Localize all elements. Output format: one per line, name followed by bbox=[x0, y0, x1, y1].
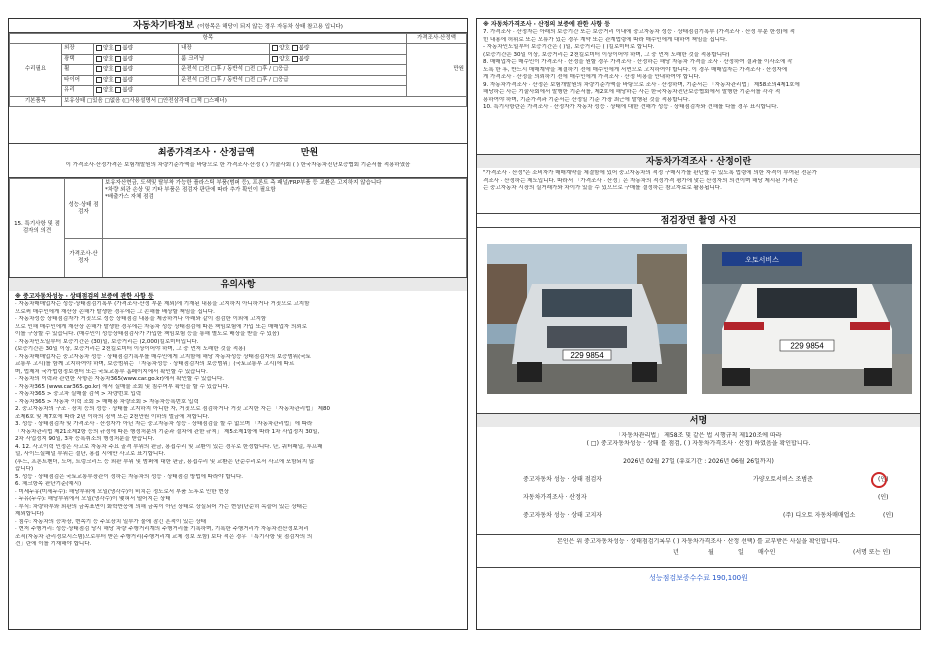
wheel-positions: 운전석 □전 □후 / 동반석 □전 □후 / □응급 bbox=[179, 65, 407, 76]
list-line: 며, 법제처 국가법령정보센터 또는 국토교통부 홈페이지에서 확인할 수 있습니다. bbox=[15, 368, 208, 375]
list-line: 도록 한 후, 반드시 매매계약을 체결하기 전에 매수인에게 서면으로 고지하여야 합니다. 이 경우 매매업자는 가격조사 · 산정자에 bbox=[483, 66, 788, 73]
checkbox[interactable] bbox=[292, 45, 298, 51]
col-item-header: 항목 bbox=[10, 34, 407, 44]
dealer-name: (주) 디오토 자동차매매업소 bbox=[783, 512, 856, 519]
list-line: 게 가격조사 · 산정을 의뢰하기 전에 매수인에게 가격조사 · 산정 비용을 안내하여야 합니다. bbox=[483, 74, 701, 80]
price-guarantee-title: ※ 자동차가격조사 · 산정의 보증에 관한 사항 등 bbox=[483, 21, 611, 28]
row-interior: 내장 bbox=[179, 44, 270, 55]
checkbox[interactable] bbox=[115, 77, 121, 83]
final-price-label: 최종가격조사 · 산정금액 bbox=[157, 148, 255, 158]
row-gloss: 광택 bbox=[62, 54, 94, 65]
list-line: 용하여야 하며, 기준가격과 기준서는 산정일 기준 가장 최근에 발행된 것을 적용합니다. bbox=[483, 96, 690, 103]
notice-body bbox=[9, 291, 467, 629]
list-line: 교통부 고시)를 함께 고지하여야 하며, 보증범위는 「자동차성능 · 상태점검자의 보증범위」(국토교통부 고시)에 따르 bbox=[15, 361, 295, 367]
price-meaning-body bbox=[477, 168, 920, 213]
list-line: 힌 내용에 허위로 또는 오류가 있는 경우 계약 또는 관계법령에 따라 매수인에게 대하여 책임을 집니다. bbox=[483, 36, 728, 43]
list-line: 제외합니다) bbox=[15, 511, 44, 517]
checkbox[interactable] bbox=[96, 45, 102, 51]
inspector-opinion-text3: *배출가스 자체 점검 bbox=[105, 194, 154, 200]
checkbox[interactable] bbox=[115, 66, 121, 72]
list-line: 7. 가격조사 · 산정자는 아래의 보증기간 또는 보증거리 이내에 중고자동차 성능 · 상태점검기록부 (가격조사 · 산정 부분 한정)에 적 bbox=[483, 29, 795, 35]
tire-positions: 운전석 □전 □후 / 동반석 □전 □후 / □응급 bbox=[179, 75, 407, 86]
price-guarantee-section bbox=[477, 19, 920, 154]
price-guarantee-list bbox=[483, 29, 914, 112]
checkbox[interactable] bbox=[96, 77, 102, 83]
price-meaning-line: "가격조사 · 산정"은 소비자가 매매계약을 체결함에 있어 중고자동차의 적정 구매시가를 판단할 수 있도록 법령에 의한 자격이 부여된 전문가 bbox=[483, 170, 818, 176]
list-line: 조제6호 및 제7호에 따라 2년 이하의 징역 또는 2천만원 이하의 벌금에 처합니다. bbox=[15, 413, 210, 420]
notice-header: 유의사항 bbox=[9, 277, 467, 291]
notice-subtitle: ※ 중고자동차성능 · 상태점검의 보증에 관한 사항 등 bbox=[15, 293, 154, 300]
front-vehicle-photo bbox=[487, 244, 687, 394]
list-line: · 자동차매매업자는 성능·상태점검기록부 (가격조사·산정 부분 제외)에 기재된 내용을 고지하지 아니하거나 거짓으로 고지함 bbox=[15, 301, 310, 307]
list-line: · 자동차성능 상태점검자가 거짓으로 성능 상태점검 내용을 제공하거나 아래와 같이 점검한 이외에 고지함 bbox=[15, 316, 267, 322]
rear-vehicle-photo bbox=[702, 244, 912, 394]
list-line: 해당하는 사는 기술사회에서 발행한 기준서를, 제2호에 해당하는 사는 한국자동차진단보증협회에서 발행한 기준서를 각각 적 bbox=[483, 89, 781, 95]
buyer-sign-row: 년 월 일 매수인 (서명 또는 인) bbox=[673, 549, 891, 556]
list-line: 조직(자동차 관리정보시스템)으로부터 받은 주행거리(주행거리계 교체 정보 포함) 보다 적은 경우 「특기사항 및 점검자의 의 bbox=[15, 533, 313, 540]
checkbox[interactable] bbox=[272, 56, 278, 62]
final-price-unit: 만원 bbox=[300, 148, 319, 158]
inspector-opinion-label: 성능·상태 점검자 bbox=[65, 179, 103, 239]
checkbox[interactable] bbox=[96, 56, 102, 62]
list-line: 널, 사이드실패널 부위는 절단, 용접 시에만 사고로 표기합니다. bbox=[15, 451, 166, 457]
list-line: 9. 자동차가격조사 · 산정은 보험개발원의 차량기준가액을 바탕으로 조사 · 산정하며, 기준서는 「자동차관리법」 제58조의4제1호에 bbox=[483, 81, 800, 88]
row-cleaning: 룸 크리닝 bbox=[179, 54, 270, 65]
list-line: (보증기간은 30일 이상, 보증거리는 2천킬로미터 이상이어야 하며, 그 중 먼저 도래한 것을 적용합니다) bbox=[483, 51, 730, 58]
list-line: · 자동차매매업자는 중고자동차 성능 · 상태점검기록부를 매수인에게 고지함에 해당 자동차성능 상태점검자의 보증범위(국토 bbox=[15, 353, 311, 360]
list-line: 이를 구상할 수 있습니다. (매수인이 성능상태점검사가 가입한 책임보험 등을 통해 별도로 배상을 받을 수 있음) bbox=[15, 331, 280, 337]
sign-row-inspector: 중고자동차 성능 · 상태 점검자 가양오토서비스 조범준 (인) bbox=[483, 476, 914, 494]
sign-header: 서명 bbox=[477, 413, 920, 427]
left-column bbox=[8, 18, 468, 630]
list-line: 으로 인해 매수인에게 재산상 손해가 발생한 경우에는 자동차 성능 상태점검에 따른 책임보험에 가입 또는 매매업자 의뢰로 bbox=[15, 323, 307, 330]
row-exterior: 외장 bbox=[62, 44, 94, 55]
price-meaning-line: 격조사 · 산정하는 제도입니다. 따라서 「가격조사 · 산정」은 자동차의 적정가격 평가에 맞는 산정자의 의견이며 해당 제시된 가격은 bbox=[483, 177, 799, 184]
list-line: 10. 특기사항란은 가격조사 · 산정자가 자동차 성능 · 상태에 대한 견해가 성능 · 상태점검자와 견해를 다를 경우 표시합니다. bbox=[483, 104, 779, 110]
list-line: - 자동차365 > 중고차 실매물 검색 > 차량번호 입력 bbox=[15, 391, 142, 397]
list-line: 2. 중고자동차의 구조 · 장치 등의 성능 · 상태를 고지하지 아니한 자, 거짓으로 점검하거나 거짓 고지한 자는 「자동차관리법」 제80 bbox=[15, 406, 330, 412]
buyer-signature: (서명 또는 인) bbox=[853, 549, 891, 556]
notice-list bbox=[15, 301, 461, 549]
basic-items-value: 보유상태 □있음 □없음 (□사용설명서 □안전삼각대 □잭 □스패너) bbox=[62, 96, 467, 106]
list-line: 으로써 매수인에게 재산상 손해가 발생한 경우에는 그 손해를 배상할 책임을 집니다. bbox=[15, 308, 215, 315]
list-line: 3. 성능 · 상태점검자 및 가격조사 · 산정자가 아닌 자는 중고자동차 성능 · 상태점검을 할 수 없으며 「자동차관리법」에 따라 bbox=[15, 421, 313, 427]
checkbox[interactable] bbox=[115, 87, 121, 93]
sign-law-line: 「자동차관리법」 제58조 및 같은 법 시행규칙 제120조에 따라 bbox=[615, 432, 782, 439]
photo-title: 점검장면 촬영 사진 bbox=[477, 214, 920, 228]
final-price-block bbox=[9, 143, 467, 177]
list-line: (보증기간은 30일 이상, 보증거리는 2천킬로미터 이상이어야 하며, 그 중 먼저 도래한 것을 적용) bbox=[15, 346, 246, 352]
row-wheel: 휠 bbox=[62, 65, 94, 76]
other-info-header: 자동차기타정보 (이항목은 해당이 되지 않는 경우 자동차 상태 참고용 입니다) bbox=[9, 19, 467, 33]
receipt-confirm: 본인은 위 중고자동차성능 · 상태점검기록부 ( ) 자동차가격조사 · 산정 선택) 를 교부받은 사실을 확인합니다. bbox=[557, 538, 840, 545]
list-line: 습니다) bbox=[15, 466, 34, 472]
checkbox[interactable] bbox=[292, 56, 298, 62]
inspector-opinion-text1: 보유자산현금, 도색및 탈부착 가능한 플라스틱 부품(범퍼 등), 프론트 측 패널/FRP부품 등 교환은 고지하지 않습니다 bbox=[105, 180, 382, 186]
right-column bbox=[476, 18, 921, 630]
price-assessor-label: 가격조사·산정자 bbox=[65, 239, 103, 278]
row-tire: 타이어 bbox=[62, 75, 94, 86]
section-label: 수리필요 bbox=[10, 44, 62, 97]
price-assessor-opinion bbox=[103, 239, 467, 278]
sign-row-notifier: 중고자동차 성능 · 상태 고지자 (주) 디오토 자동차매매업소 (인) bbox=[523, 512, 894, 519]
checkbox[interactable] bbox=[115, 56, 121, 62]
row-glass: 유리 bbox=[62, 86, 94, 97]
list-line: 6. 체크항목 판단기준(예시) bbox=[15, 481, 82, 487]
list-line: 「자동차관리법 제21조제2항 등의 규정에 따른 행정처분의 기준과 절차에 관한 규칙」 제5조제1항에 따라 1차 사업정지 30일, bbox=[15, 428, 320, 435]
list-line: 견」란에 이를 기재해야 합니다. bbox=[15, 541, 92, 547]
inspector-name: 가양오토서비스 조범준 bbox=[753, 476, 813, 483]
condition-table: 항목 가격조사·산정액 수리필요 외장 양호 불량 내장 양호 불량 만원 광택 양호 불량 룸 크리닝 양호 불량 휠 양호 불량 운전석 □전 □후 / 동반석 □전 □후 / □응급 타이어 양호 불량 운전석 □전 □후 / 동반석 □전 □후 / □응급 유리 양호 불량 기본품목 보유상태 □있음 □없음 (□사용설명서 □안전삼각대 □잭 □스패너) bbox=[9, 33, 467, 143]
list-line: · 침수: 자동차의 승차장, 변속기 등 주요장치 일부가 물에 잠긴 흔적이 있는 상태 bbox=[15, 518, 207, 525]
list-line: · 부식: 차량하부와 외판의 금속표면이 화학반응에 의해 금속이 아닌 상태로 상실되어 가는 현상(단순히 녹슬어 있는 상태는 bbox=[15, 503, 308, 510]
checkbox[interactable] bbox=[272, 45, 278, 51]
list-line: 4. 12. 사고이력 인정은 사고로 자동차 주요 골격 부위의 판금, 용접수리 및 교환이 있는 경우로 한정합니다. 단, 쿼터패널, 루프패 bbox=[15, 443, 323, 450]
price-unit: 만원 bbox=[407, 44, 467, 97]
rear-plate: 229 9854 bbox=[790, 341, 824, 351]
photo-section bbox=[477, 213, 920, 413]
list-line: 2차 사업정지 90일, 3차 등록취소의 행정처분을 받습니다. bbox=[15, 436, 155, 442]
special-notes-label: 15. 특기사항 및 점검자의 의견 bbox=[10, 179, 65, 278]
list-line: - 자동차인도일부터 보증기간은 ( )일, 보증거리는 ( )킬로미터로 합니다. bbox=[483, 44, 655, 50]
sign-body bbox=[477, 427, 920, 629]
price-meaning-header: 자동차가격조사 · 산정이란 bbox=[477, 154, 920, 168]
sign-row-assessor: 자동차가격조사 · 산정자 (인) bbox=[523, 494, 889, 501]
list-line: · 누유(누수): 해당부위에서 오일(냉각수)이 맺혀서 떨어지는 상태 bbox=[15, 496, 171, 502]
list-line: 8. 매매업자는 매수인이 가격조사 · 산정을 원할 경우 가격조사 · 산정하는 해당 자동차 가격을 조사 · 산정하여 결과를 이사소에 작 bbox=[483, 59, 793, 65]
inspector-opinion-text2: *차량 외관 손상 및 기타 부품은 점검자 판단에 따라 추가 확인이 필요함 bbox=[105, 187, 276, 193]
checkbox[interactable] bbox=[96, 87, 102, 93]
sign-confirm-line: ( □) 중고자동차성능 · 상태 를 점검, ( ) 자동차가격조사 · 산정) 하였음을 확인합니다. bbox=[586, 440, 811, 447]
red-seal-stamp bbox=[871, 472, 887, 488]
list-line: - 자동차365 > 자동차 이력 조회 > 매매용 차량조회 > 자동차등록번호 입력 bbox=[15, 398, 199, 405]
checkbox[interactable] bbox=[96, 66, 102, 72]
sign-date: 2026년 02월 27일 (유효기간 : 2026년 06월 26일까지) bbox=[623, 458, 774, 465]
list-line: · 현저 주행거리: 성능·상태점검 당시 해당 차량 주행거리계의 주행거리를 기록하며, 기록한 주행거리가 자동차전산정보처리 bbox=[15, 526, 309, 532]
front-plate: 229 9854 bbox=[570, 351, 604, 360]
list-line: · 자동차인도일부터 보증기간은 (30)일, 보증거리는 (2,000)킬로미터입니다. bbox=[15, 338, 199, 345]
shop-sign: 오토서비스 bbox=[745, 257, 779, 264]
special-notes-table bbox=[9, 177, 467, 277]
guarantee-fee: 성능점검보증수수료 190,100원 bbox=[649, 574, 748, 582]
price-meaning-line: 는 중고자동차 시장의 실거래가와 차이가 있을 수 있으므로 구매를 결정하는 참고자료로 활용됩니다. bbox=[483, 185, 722, 191]
list-line: (후드, 프론트펜더, 도어, 트렁크리드 등 외판 부위 및 범퍼에 대한 판금, 용접수리 및 교환은 단순수리로서 사고에 포함되지 않 bbox=[15, 458, 315, 465]
basic-items-label: 기본품목 bbox=[10, 96, 62, 106]
col-inspect-header: 가격조사·산정액 bbox=[407, 34, 467, 44]
list-line: · 미세누유(미세누수): 해당부위에 오일(냉각수)이 비치는 정도로서 부품 노후로 인한 현상 bbox=[15, 488, 229, 495]
price-basis-note: 이 가격조사·산정가격은 보험개발원의 차량기준가액을 바탕으로 한 가격조사·산정 ( ) 기술사회 ( ) 한국자동차진단보증협회 기준서를 적용하였음 bbox=[65, 162, 411, 168]
list-line: · 자동차365 (www.car365.go.kr) 에서 실매물 조회 및 침수여부 확인을 할 수 있습니다. bbox=[15, 383, 230, 390]
list-line: 5. 성능 · 상태점검은 국토교통부장관이 정하는 자동차의 성능 · 상태점검 방법에 따라야 합니다. bbox=[15, 473, 244, 480]
list-line: · 자동차의 이력과 관련한 사항은 자동차365(www.car.go.kr)에서 확인할 수 있습니다. bbox=[15, 376, 225, 382]
checkbox[interactable] bbox=[115, 45, 121, 51]
